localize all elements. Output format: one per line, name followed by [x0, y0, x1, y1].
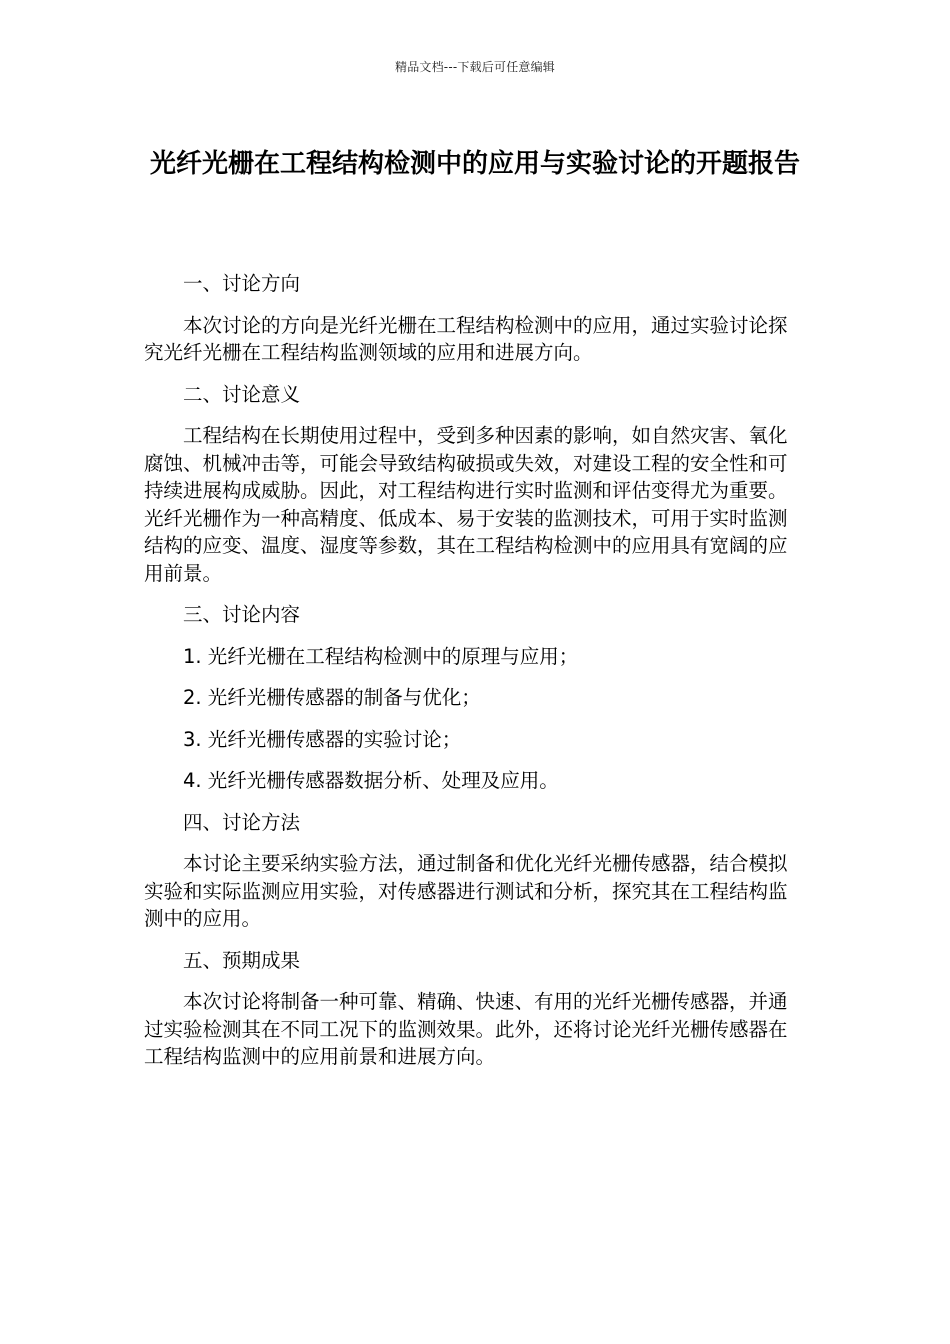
section-1-heading: 一、讨论方向	[183, 272, 301, 295]
section-3-item-2: 2. 光纤光栅传感器的制备与优化；	[183, 686, 481, 709]
section-5-body: 本次讨论将制备一种可靠、精确、快速、有用的光纤光栅传感器，并通过实验检测其在不同工况下的监测效果。此外，还将讨论光纤光栅传感器在工程结构监测中的应用前景和进展方向。	[144, 990, 788, 1068]
section-3-item-1: 1. 光纤光栅在工程结构检测中的原理与应用；	[183, 644, 579, 668]
section-3-item-4: 4. 光纤光栅传感器数据分析、处理及应用。	[183, 769, 559, 792]
section-2-heading: 二、讨论意义	[183, 382, 301, 406]
section-3-item-3: 3. 光纤光栅传感器的实验讨论；	[183, 727, 462, 751]
section-4-body: 本讨论主要采纳实验方法，通过制备和优化光纤光栅传感器，结合模拟实验和实际监测应用实验，对传感器进行测试和分析，探究其在工程结构监测中的应用。	[144, 852, 788, 930]
section-1-body: 本次讨论的方向是光纤光栅在工程结构检测中的应用，通过实验讨论探究光纤光栅在工程结构监测领域的应用和进展方向。	[144, 313, 788, 364]
document-title: 光纤光栅在工程结构检测中的应用与实验讨论的开题报告	[149, 149, 800, 179]
section-4-heading: 四、讨论方法	[183, 810, 301, 834]
section-5-heading: 五、预期成果	[183, 948, 301, 972]
page-header-note: 精品文档---下载后可任意编辑	[395, 60, 555, 74]
document-body	[144, 270, 806, 1085]
section-2-body: 工程结构在长期使用过程中，受到多种因素的影响，如自然灾害、氧化腐蚀、机械冲击等，可能会导致结构破损或失效，对建设工程的安全性和可持续进展构成威胁。因此，对工程结构进行实时监测和评估变得尤为重要。光纤光栅作为一种高精度、低成本、易于安装的监测技术，可用于实时监测结构的应变、温度、湿度等参数，其在工程结构检测中的应用具有宽阔的应用前景。	[144, 424, 788, 585]
section-3-heading: 三、讨论内容	[183, 603, 301, 626]
